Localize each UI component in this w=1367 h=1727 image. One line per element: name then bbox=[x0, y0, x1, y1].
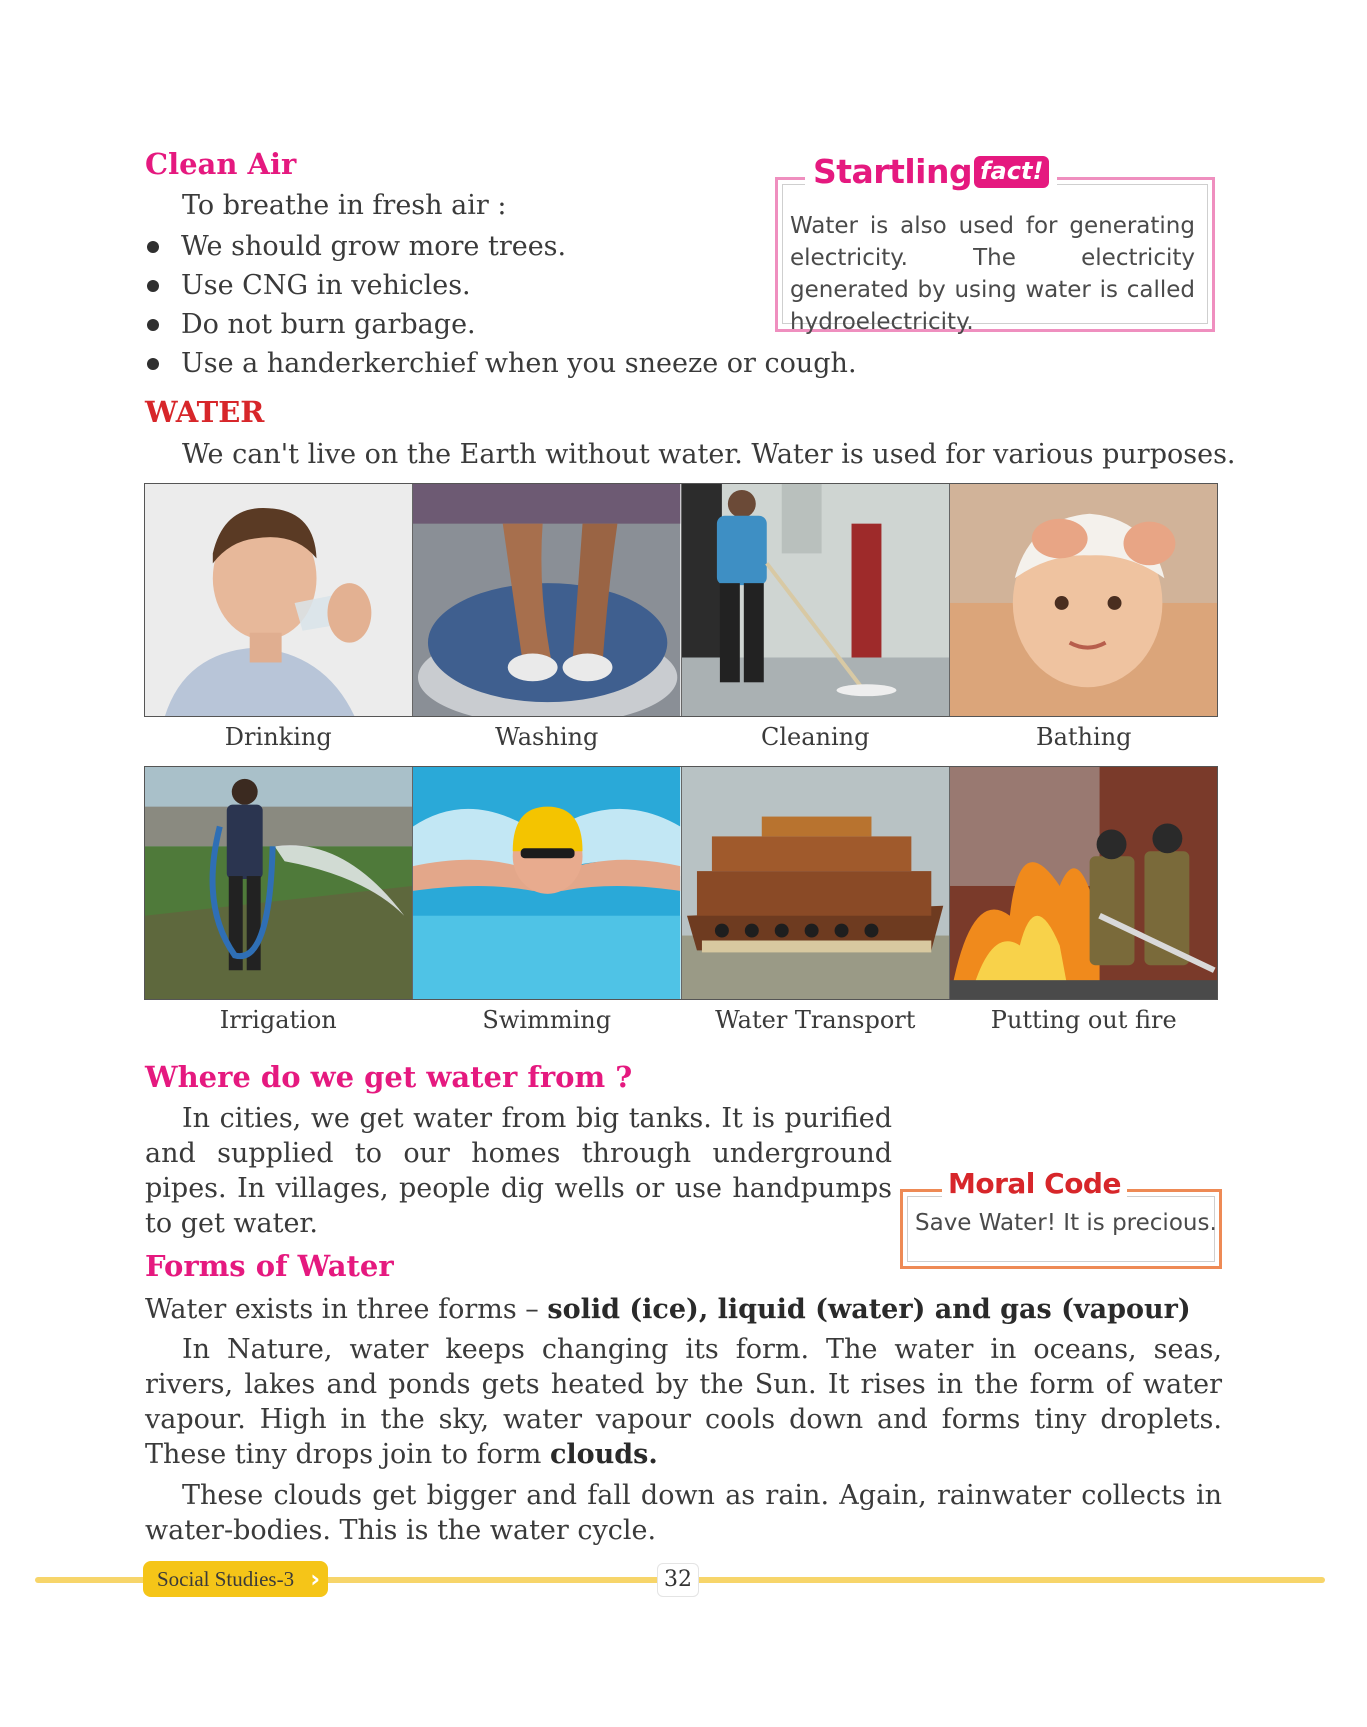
paragraph-line: vapour. High in the sky, water vapour cools down and forms tiny droplets. bbox=[145, 1404, 1222, 1435]
clean-air-heading: Clean Air bbox=[145, 147, 297, 181]
list-item: Do not burn garbage. bbox=[145, 305, 857, 344]
fact-box-body: Water is also used for generating electricity. The electricity generated by using water is called hydroelectricity. bbox=[790, 213, 1195, 335]
chevron-right-icon: › bbox=[310, 1565, 321, 1593]
washing-photo bbox=[413, 484, 681, 716]
list-item: Use a handerkerchief when you sneeze or cough. bbox=[145, 344, 857, 383]
paragraph-line: water-bodies. This is the water cycle. bbox=[145, 1515, 657, 1546]
book-title-badge bbox=[143, 1561, 328, 1597]
photo-caption: Putting out fire bbox=[990, 1006, 1177, 1034]
forms-paragraph-2 bbox=[145, 1478, 1222, 1548]
photo-caption: Irrigation bbox=[219, 1006, 337, 1034]
photo-grid-row-1 bbox=[144, 483, 1218, 751]
list-item: Use CNG in vehicles. bbox=[145, 266, 857, 305]
photo-captions-row-1 bbox=[144, 723, 1218, 751]
water-intro: We can't live on the Earth without water. Water is used for various purposes. bbox=[182, 439, 1236, 470]
forms-intro-text: Water exists in three forms – bbox=[145, 1294, 548, 1325]
paragraph-line bbox=[145, 1437, 1222, 1472]
fact-box-title bbox=[805, 152, 1057, 191]
paragraph-line: pipes. In villages, people dig wells or use handpumps bbox=[145, 1173, 892, 1204]
clean-air-list bbox=[145, 227, 857, 383]
photo-captions-row-2 bbox=[144, 1006, 1218, 1034]
bathing-photo bbox=[950, 484, 1217, 716]
paragraph-line: These clouds get bigger and fall down as rain. Again, rainwater collects in bbox=[182, 1480, 1222, 1511]
forms-heading: Forms of Water bbox=[145, 1249, 394, 1283]
photo-caption: Cleaning bbox=[760, 723, 870, 751]
drinking-photo bbox=[145, 484, 413, 716]
forms-paragraph-1 bbox=[145, 1332, 1222, 1472]
clouds-bold: clouds. bbox=[549, 1439, 658, 1470]
where-water-paragraph bbox=[145, 1101, 892, 1241]
photo-grid-row-2 bbox=[144, 766, 1218, 1034]
photo-caption: Water Transport bbox=[715, 1006, 916, 1034]
where-water-heading: Where do we get water from ? bbox=[145, 1060, 633, 1094]
photo-caption: Bathing bbox=[1035, 723, 1132, 751]
moral-code-title: Moral Code bbox=[942, 1167, 1127, 1200]
irrigation-photo bbox=[145, 767, 413, 999]
swimming-photo bbox=[413, 767, 681, 999]
page-number: 32 bbox=[657, 1563, 699, 1597]
fact-tag-badge: fact! bbox=[974, 156, 1049, 188]
cleaning-photo bbox=[682, 484, 950, 716]
clean-air-intro: To breathe in fresh air : bbox=[182, 190, 507, 221]
fact-title-word: Startling bbox=[813, 152, 973, 191]
paragraph-line: and supplied to our homes through underground bbox=[145, 1138, 892, 1169]
paragraph-line: rivers, lakes and ponds gets heated by the Sun. It rises in the form of water bbox=[145, 1369, 1222, 1400]
moral-code-body: Save Water! It is precious. bbox=[915, 1210, 1217, 1236]
photo-caption: Swimming bbox=[482, 1006, 612, 1034]
paragraph-line: to get water. bbox=[145, 1208, 318, 1239]
water-transport-photo bbox=[682, 767, 950, 999]
paragraph-line: In cities, we get water from big tanks. It is purified bbox=[182, 1103, 892, 1134]
list-item: We should grow more trees. bbox=[145, 227, 857, 266]
photo-caption: Drinking bbox=[224, 723, 332, 751]
paragraph-text: These tiny drops join to form bbox=[145, 1439, 550, 1470]
putting-out-fire-photo bbox=[950, 767, 1217, 999]
forms-intro-bold: solid (ice), liquid (water) and gas (vapour) bbox=[547, 1294, 1191, 1325]
forms-intro bbox=[145, 1292, 1222, 1327]
paragraph-line: In Nature, water keeps changing its form. The water in oceans, seas, bbox=[182, 1334, 1222, 1365]
photo-caption: Washing bbox=[495, 723, 599, 751]
book-title: Social Studies-3 bbox=[157, 1567, 295, 1591]
water-heading: WATER bbox=[145, 395, 265, 429]
